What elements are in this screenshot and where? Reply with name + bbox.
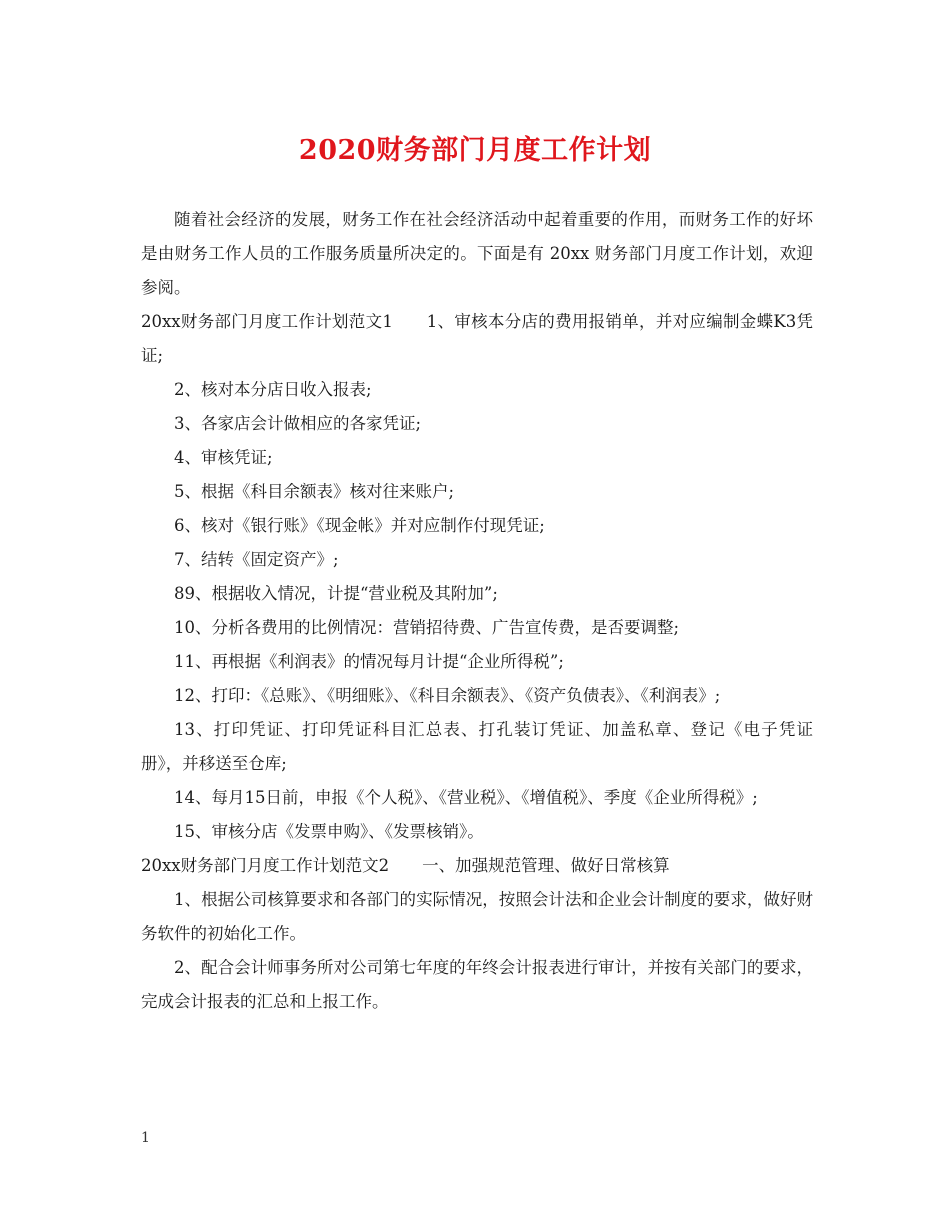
intro-paragraph: 随着社会经济的发展，财务工作在社会经济活动中起着重要的作用，而财务工作的好坏是由财务工作人员的工作服务质量所决定的。下面是有 20xx 财务部门月度工作计划，欢迎参阅。 [141, 210, 813, 297]
list-item: 15、审核分店《发票申购》、《发票核销》。 [174, 822, 484, 841]
list-item: 2、配合会计师事务所对公司第七年度的年终会计报表进行审计，并按有关部门的要求，完成会计报表的汇总和上报工作。 [141, 958, 813, 1011]
page-number: 1 [141, 1130, 150, 1146]
list-item: 1、根据公司核算要求和各部门的实际情况，按照会计法和企业会计制度的要求，做好财务软件的初始化工作。 [141, 890, 813, 943]
sample-2-heading-paragraph: 20xx财务部门月度工作计划范文2 一、加强规范管理、做好日常核算 [141, 856, 670, 875]
list-item: 89、根据收入情况，计提“营业税及其附加”; [174, 584, 498, 603]
list-item: 3、各家店会计做相应的各家凭证; [174, 414, 422, 433]
document-title: 2020财务部门月度工作计划 [298, 135, 652, 166]
sample-1-heading-paragraph: 20xx财务部门月度工作计划范文1 1、审核本分店的费用报销单，并对应编制金蝶K3凭证; [141, 312, 813, 365]
list-item: 13、打印凭证、打印凭证科目汇总表、打孔装订凭证、加盖私章、登记《电子凭证册》，并移送至仓库; [141, 720, 813, 773]
list-item: 2、核对本分店日收入报表; [174, 380, 372, 399]
list-item: 5、根据《科目余额表》核对往来账户; [174, 482, 455, 501]
list-item: 6、核对《银行账》《现金帐》并对应制作付现凭证; [174, 516, 545, 535]
list-item: 14、每月15日前，申报《个人税》、《营业税》、《增值税》、季度《企业所得税》; [174, 788, 758, 807]
list-item: 4、审核凭证; [174, 448, 273, 467]
list-item: 11、再根据《利润表》的情况每月计提“企业所得税”; [174, 652, 564, 671]
list-item: 10、分析各费用的比例情况：营销招待费、广告宣传费，是否要调整; [174, 618, 680, 637]
list-item: 12、打印：《总账》、《明细账》、《科目余额表》、《资产负债表》、《利润表》; [174, 686, 721, 705]
list-item: 7、结转《固定资产》; [174, 550, 339, 569]
document-body [141, 203, 813, 1019]
